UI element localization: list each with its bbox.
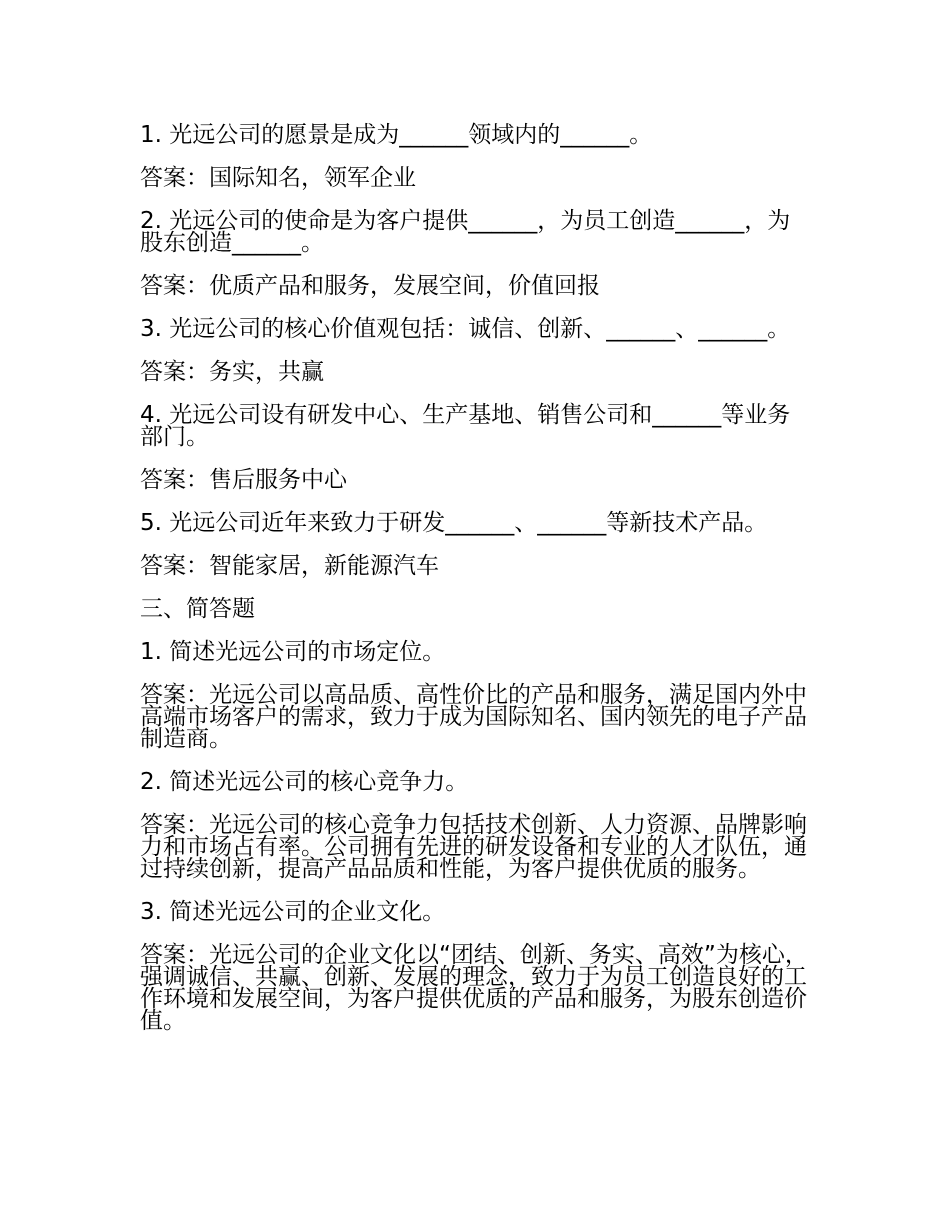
document-page [140, 124, 812, 1053]
short-question-2: 2. 简述光远公司的核心竞争力。 [140, 769, 469, 795]
fill-answer-4: 答案：售后服务中心 [140, 467, 347, 493]
short-answer-1: 答案：光远公司以高品质、高性价比的产品和服务，满足国内外中高端市场客户的需求，致力于成为国际知名、国内领先的电子产品制造商。 [140, 682, 807, 752]
fill-answer-2: 答案：优质产品和服务，发展空间，价值回报 [140, 273, 600, 299]
short-question-1: 1. 简述光远公司的市场定位。 [140, 639, 446, 665]
fill-question-5: 5. 光远公司近年来致力于研发______、______等新技术产品。 [140, 510, 768, 536]
fill-answer-5: 答案：智能家居，新能源汽车 [140, 553, 439, 579]
fill-answer-3: 答案：务实，共赢 [140, 359, 324, 385]
short-question-3: 3. 简述光远公司的企业文化。 [140, 899, 446, 925]
short-answer-3: 答案：光远公司的企业文化以“团结、创新、务实、高效”为核心，强调诚信、共赢、创新、发展的理念，致力于为员工创造良好的工作环境和发展空间，为客户提供优质的产品和服务，为股东创造价值。 [140, 942, 808, 1034]
fill-question-2: 2. 光远公司的使命是为客户提供______，为员工创造______，为股东创造______。 [140, 208, 791, 256]
fill-answer-1: 答案：国际知名，领军企业 [140, 165, 416, 191]
short-answer-2: 答案：光远公司的核心竞争力包括技术创新、人力资源、品牌影响力和市场占有率。公司拥有先进的研发设备和专业的人才队伍，通过持续创新，提高产品品质和性能，为客户提供优质的服务。 [140, 812, 807, 882]
fill-question-3: 3. 光远公司的核心价值观包括：诚信、创新、______、______。 [140, 316, 791, 342]
section-heading-short-answer: 三、简答题 [140, 596, 255, 622]
fill-question-1: 1. 光远公司的愿景是成为______领域内的______。 [140, 122, 653, 148]
fill-question-4: 4. 光远公司设有研发中心、生产基地、销售公司和______等业务部门。 [140, 402, 791, 450]
